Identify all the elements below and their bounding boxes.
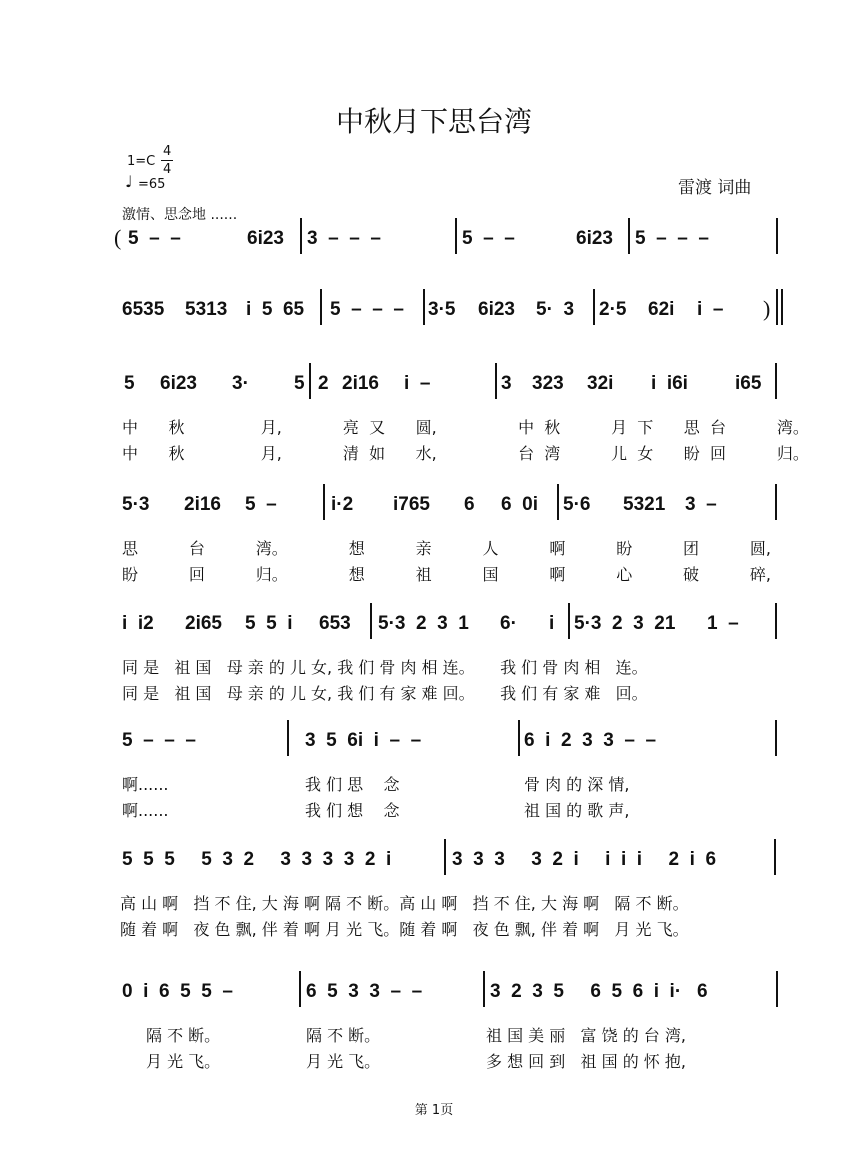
- bar-line: [320, 289, 322, 325]
- lyric-line: 盼 回 归。 想 祖 国 啊 心 破 碎,: [122, 565, 771, 584]
- note-group: (: [114, 225, 122, 250]
- note-group: 5 – –: [462, 228, 515, 249]
- note-group: 5 5 5 5 3 2 3 3 3 3 2 i: [122, 849, 392, 870]
- note-group: 5·3 2 3 1: [378, 613, 469, 634]
- bar-line: [776, 971, 778, 1007]
- lyric-line: 啊......: [122, 801, 169, 820]
- note-group: 3 3 3 3 2 i i i i 2 i 6: [452, 849, 717, 870]
- note-group: 653: [319, 613, 351, 634]
- note-group: ): [763, 296, 771, 321]
- note-group: 6i23: [478, 299, 515, 320]
- bar-line: [593, 289, 595, 325]
- time-signature-line: [161, 160, 173, 161]
- bar-line: [775, 603, 777, 639]
- note-group: 6i23: [160, 373, 197, 394]
- bar-line: [423, 289, 425, 325]
- note-group: i i2: [122, 613, 154, 634]
- note-group: 6: [464, 494, 475, 515]
- bar-line: [299, 971, 301, 1007]
- note-group: 6 i 2 3 3 – –: [524, 730, 657, 751]
- note-group: 2·5: [599, 299, 627, 320]
- note-group: 5 –: [245, 494, 277, 515]
- note-group: 6 5 3 3 – –: [306, 981, 423, 1002]
- note-group: i –: [697, 299, 724, 320]
- bar-line: [776, 218, 778, 254]
- bar-line: [309, 363, 311, 399]
- lyric-line: 高 山 啊 挡 不 住, 大 海 啊 隔 不 断。高 山 啊 挡 不 住, 大 海 啊 隔 不 断。: [120, 894, 689, 913]
- note-group: 5·6: [563, 494, 591, 515]
- note-group: 3 5 6i i – –: [305, 730, 422, 751]
- note-group: i·2: [331, 494, 354, 515]
- bar-line: [568, 603, 570, 639]
- note-group: 62i: [648, 299, 675, 320]
- note-group: 5 – – –: [330, 299, 404, 320]
- note-group: 3 – – –: [307, 228, 381, 249]
- note-group: 2: [318, 373, 329, 394]
- bar-line: [483, 971, 485, 1007]
- note-group: 3 –: [685, 494, 717, 515]
- bar-line: [774, 839, 776, 875]
- lyric-line: 我 们 思 念: [305, 775, 400, 794]
- bar-line: [557, 484, 559, 520]
- bar-line: [455, 218, 457, 254]
- note-group: 1 –: [707, 613, 739, 634]
- note-group: 5· 3: [536, 299, 575, 320]
- composer-credit: 雷渡 词曲: [678, 178, 752, 198]
- note-group: 2i65: [185, 613, 222, 634]
- note-group: 5321: [623, 494, 666, 515]
- note-group: 5 – – –: [122, 730, 196, 751]
- note-group: 6535: [122, 299, 165, 320]
- page-number: 第 1页: [414, 1103, 454, 1118]
- expression-marking: 激情、思念地 ......: [122, 207, 238, 223]
- time-signature-top: 4: [163, 144, 172, 159]
- note-group: i765: [393, 494, 430, 515]
- note-group: 6i23: [247, 228, 284, 249]
- note-group: 2i16: [342, 373, 379, 394]
- lyric-line: 随 着 啊 夜 色 飘, 伴 着 啊 月 光 飞。随 着 啊 夜 色 飘, 伴 着 啊 月 光 飞。: [120, 920, 689, 939]
- note-group: 32i: [587, 373, 614, 394]
- note-group: 5 – – –: [635, 228, 709, 249]
- lyric-line: 中 秋 月, 亮 又 圆, 中 秋 月 下 思 台 湾。: [122, 418, 809, 437]
- note-group: i 5 65: [246, 299, 305, 320]
- lyric-line: 我 们 想 念: [305, 801, 400, 820]
- quarter-note-icon: ♩: [125, 172, 133, 191]
- note-group: 5: [124, 373, 135, 394]
- bar-line: [775, 363, 777, 399]
- note-group: i65: [735, 373, 762, 394]
- lyric-line: 同 是 祖 国 母 亲 的 儿 女, 我 们 骨 肉 相 连。 我 们 骨 肉 相 连。: [122, 658, 648, 677]
- bar-line: [287, 720, 289, 756]
- note-group: i i6i: [651, 373, 688, 394]
- lyric-line: 月 光 飞。: [146, 1052, 221, 1071]
- bar-line: [518, 720, 520, 756]
- bar-line: [300, 218, 302, 254]
- lyric-line: 思 台 湾。 想 亲 人 啊 盼 团 圆,: [122, 539, 771, 558]
- time-signature-bottom: 4: [163, 162, 172, 177]
- note-group: 5 5 i: [245, 613, 293, 634]
- note-group: i: [549, 613, 555, 634]
- bar-line: [781, 289, 783, 325]
- bar-line: [370, 603, 372, 639]
- lyric-line: 祖 国 的 歌 声,: [524, 801, 630, 820]
- note-group: 3 2 3 5 6 5 6 i i· 6: [490, 981, 708, 1002]
- note-group: 6 0i: [501, 494, 538, 515]
- bar-line: [776, 289, 778, 325]
- bar-line: [323, 484, 325, 520]
- lyric-line: 月 光 飞。: [306, 1052, 381, 1071]
- key-signature: 1=C: [127, 154, 156, 169]
- note-group: 3·: [232, 373, 249, 394]
- note-group: 323: [532, 373, 564, 394]
- bar-line: [628, 218, 630, 254]
- note-group: 3: [501, 373, 512, 394]
- tempo-marking: =65: [138, 177, 166, 192]
- note-group: 0 i 6 5 5 –: [122, 981, 233, 1002]
- lyric-line: 多 想 回 到 祖 国 的 怀 抱,: [486, 1052, 686, 1071]
- lyric-line: 啊......: [122, 775, 169, 794]
- note-group: 6i23: [576, 228, 613, 249]
- lyric-line: 隔 不 断。: [306, 1026, 381, 1045]
- lyric-line: 骨 肉 的 深 情,: [524, 775, 630, 794]
- note-group: 6·: [500, 613, 517, 634]
- lyric-line: 隔 不 断。: [146, 1026, 221, 1045]
- note-group: 2i16: [184, 494, 221, 515]
- note-group: 5·3: [122, 494, 150, 515]
- note-group: 3·5: [428, 299, 456, 320]
- song-title: 中秋月下思台湾: [335, 105, 532, 138]
- note-group: 5·3 2 3 21: [574, 613, 676, 634]
- note-group: i –: [404, 373, 431, 394]
- note-group: 5: [294, 373, 305, 394]
- bar-line: [775, 484, 777, 520]
- bar-line: [495, 363, 497, 399]
- lyric-line: 同 是 祖 国 母 亲 的 儿 女, 我 们 有 家 难 回。 我 们 有 家 难 回。: [122, 684, 648, 703]
- lyric-line: 祖 国 美 丽 富 饶 的 台 湾,: [486, 1026, 686, 1045]
- bar-line: [775, 720, 777, 756]
- note-group: 5313: [185, 299, 228, 320]
- bar-line: [444, 839, 446, 875]
- note-group: 5 – –: [128, 228, 181, 249]
- lyric-line: 中 秋 月, 清 如 水, 台 湾 儿 女 盼 回 归。: [122, 444, 809, 463]
